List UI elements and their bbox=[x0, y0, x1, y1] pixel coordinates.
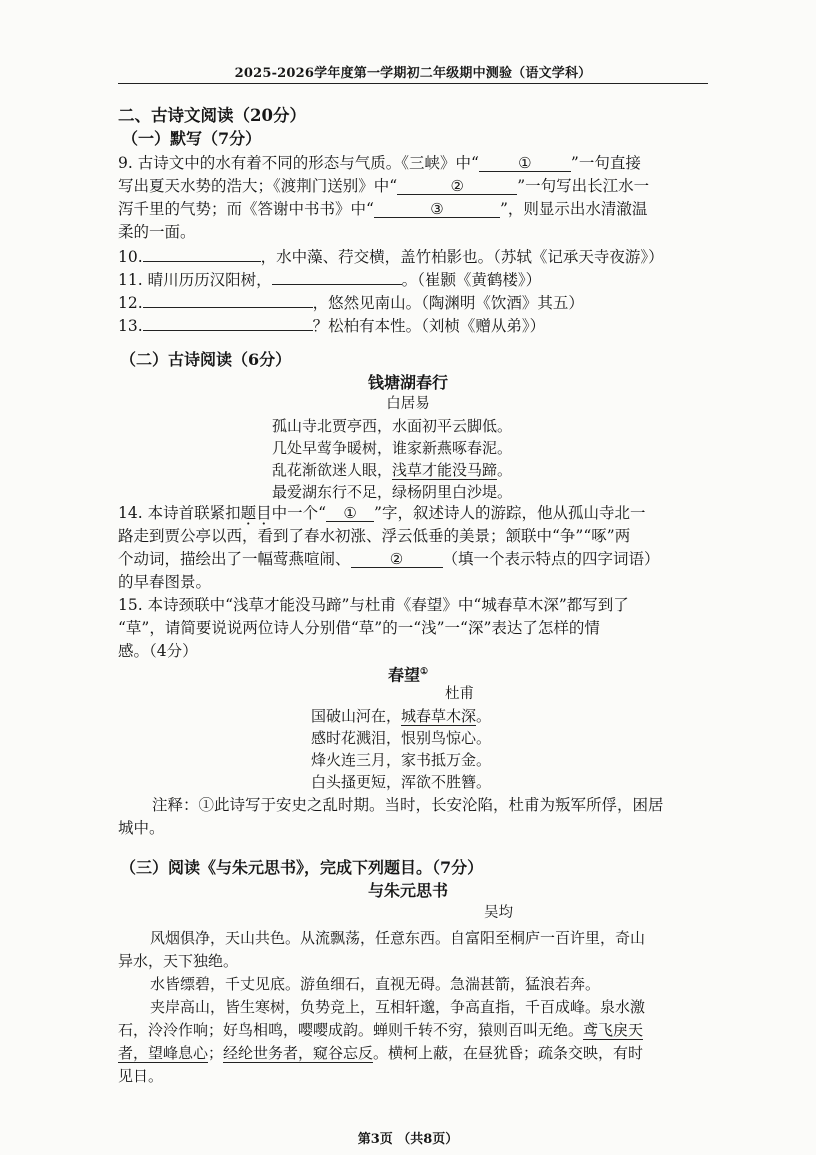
question-12: 12. ，悠然见南山。（陶渊明《饮酒》其五） bbox=[118, 291, 584, 313]
poem-2-note-line-1: 注释：①此诗写于安史之乱时期。当时，长安沦陷，杜甫为叛军所俘，困居 bbox=[152, 796, 664, 814]
answer-blank-1[interactable]: ① bbox=[479, 155, 571, 172]
question-14-line-2: 路走到贾公亭以西，看到了春水初涨、浮云低垂的美景；颔联中“争”“啄”两 bbox=[118, 527, 631, 545]
answer-blank-2[interactable]: ② bbox=[397, 178, 517, 195]
underlined-phrase: 城春草木深 bbox=[401, 707, 477, 725]
underlined-phrase: 浅草才能没马蹄 bbox=[392, 461, 498, 479]
poem-1-line-4: 最爱湖东行不足，绿杨阴里白沙堤。 bbox=[272, 483, 513, 501]
answer-blank-14-1[interactable]: ① bbox=[326, 505, 374, 522]
underlined-phrase: 者，望峰息心 bbox=[118, 1044, 209, 1062]
question-15-line-1: 15. 本诗颈联中“浅草才能没马蹄”与杜甫《春望》中“城春草木深”都写到了 bbox=[118, 596, 629, 614]
question-11: 11. 晴川历历汉阳树， 。（崔颢《黄鹤楼》） bbox=[118, 268, 541, 290]
answer-blank-3[interactable]: ③ bbox=[374, 201, 500, 218]
answer-blank-14-2[interactable]: ② bbox=[351, 551, 443, 568]
poem-2-title: 春望① bbox=[387, 665, 429, 685]
poem-1-title: 钱塘湖春行 bbox=[367, 373, 448, 392]
answer-blank-10[interactable] bbox=[143, 245, 261, 262]
poem-2-author: 杜甫 bbox=[445, 686, 474, 702]
poem-1-line-1: 孤山寺北贾亭西，水面初平云脚低。 bbox=[272, 417, 513, 435]
question-9-line-4: 柔的一面。 bbox=[118, 223, 196, 241]
header-rule bbox=[118, 83, 708, 84]
question-13: 13. ？松柏有本性。（刘桢《赠从弟》） bbox=[118, 314, 545, 336]
answer-blank-11[interactable] bbox=[272, 268, 402, 285]
essay-p3-line-3: 者，望峰息心；经纶世务者，窥谷忘反。横柯上蔽，在昼犹昏；疏条交映，有时 bbox=[118, 1044, 644, 1062]
question-14-line-1: 14. 本诗首联紧扣题目中一个“ ① ”字，叙述诗人的游踪，他从孤山寺北一 bbox=[118, 504, 646, 522]
essay-author: 吴均 bbox=[484, 905, 513, 921]
answer-blank-12[interactable] bbox=[143, 291, 313, 308]
question-15-line-3: 感。（4分） bbox=[118, 642, 198, 660]
poem-1-line-3: 乱花渐欲迷人眼，浅草才能没马蹄。 bbox=[272, 461, 513, 479]
essay-p2: 水皆缥碧，千丈见底。游鱼细石，直视无碍。急湍甚箭，猛浪若奔。 bbox=[150, 975, 601, 993]
section-title: 二、古诗文阅读（20分） bbox=[118, 106, 306, 125]
essay-p1-line-1: 风烟俱净，天山共色。从流飘荡，任意东西。自富阳至桐庐一百许里，奇山 bbox=[150, 929, 646, 947]
poem-2-note-line-2: 城中。 bbox=[118, 819, 165, 837]
essay-p1-line-2: 异水，天下独绝。 bbox=[118, 952, 239, 970]
poem-1-author: 白居易 bbox=[386, 396, 430, 412]
poem-2-line-4: 白头搔更短，浑欲不胜簪。 bbox=[311, 773, 492, 791]
poem-1-line-2: 几处早莺争暖树，谁家新燕啄春泥。 bbox=[272, 439, 513, 457]
question-9-line-2: 写出夏天水势的浩大；《渡荆门送别》中“ ② ”一句写出长江水一 bbox=[118, 177, 650, 195]
underlined-phrase: 鸢飞戾天 bbox=[583, 1021, 644, 1039]
question-14-line-3: 个动词，描绘出了一幅莺燕喧闹、 ② （填一个表示特点的四字词语） bbox=[118, 550, 660, 568]
subsection-title-dictation: （一）默写（7分） bbox=[122, 129, 262, 148]
poem-2-line-3: 烽火连三月，家书抵万金。 bbox=[311, 751, 492, 769]
footnote-marker: ① bbox=[419, 667, 429, 677]
underlined-phrase: 经纶世务者，窥谷忘反 bbox=[223, 1044, 374, 1062]
subsection-title-essay: （三）阅读《与朱元思书》，完成下列题目。（7分） bbox=[120, 858, 484, 877]
essay-p3-line-1: 夹岸高山，皆生寒树，负势竞上，互相轩邈，争高直指，千百成峰。泉水激 bbox=[150, 998, 646, 1016]
question-10: 10. ，水中藻、荇交横，盖竹柏影也。（苏轼《记承天寺夜游》） bbox=[118, 245, 664, 267]
question-14-line-4: 的早春图景。 bbox=[118, 573, 212, 591]
essay-title: 与朱元思书 bbox=[367, 881, 448, 900]
subsection-title-poem: （二）古诗阅读（6分） bbox=[120, 350, 292, 369]
page-header: 2025-2026学年度第一学期初二年级期中测验（语文学科） bbox=[234, 66, 592, 81]
question-9-line-3: 泻千里的气势；而《答谢中书书》中“ ③ ”，则显示出水清澈温 bbox=[118, 200, 648, 218]
question-9-line-1: 9. 古诗文中的水有着不同的形态与气质。《三峡》中“ ① ”一句直接 bbox=[118, 154, 641, 172]
poem-2-line-2: 感时花溅泪，恨别鸟惊心。 bbox=[311, 729, 492, 747]
question-15-line-2: “草”，请简要说说两位诗人分别借“草”的一“浅”一“深”表达了怎样的情 bbox=[118, 619, 600, 637]
essay-p3-line-4: 见日。 bbox=[118, 1067, 164, 1085]
essay-p3-line-2: 石，泠泠作响；好鸟相鸣，嘤嘤成韵。蝉则千转不穷，猿则百叫无绝。鸢飞戾天 bbox=[118, 1021, 644, 1039]
answer-blank-13[interactable] bbox=[143, 314, 313, 331]
page-footer: 第3页 （共8页） bbox=[357, 1132, 459, 1147]
poem-2-line-1: 国破山河在，城春草木深。 bbox=[311, 707, 492, 725]
